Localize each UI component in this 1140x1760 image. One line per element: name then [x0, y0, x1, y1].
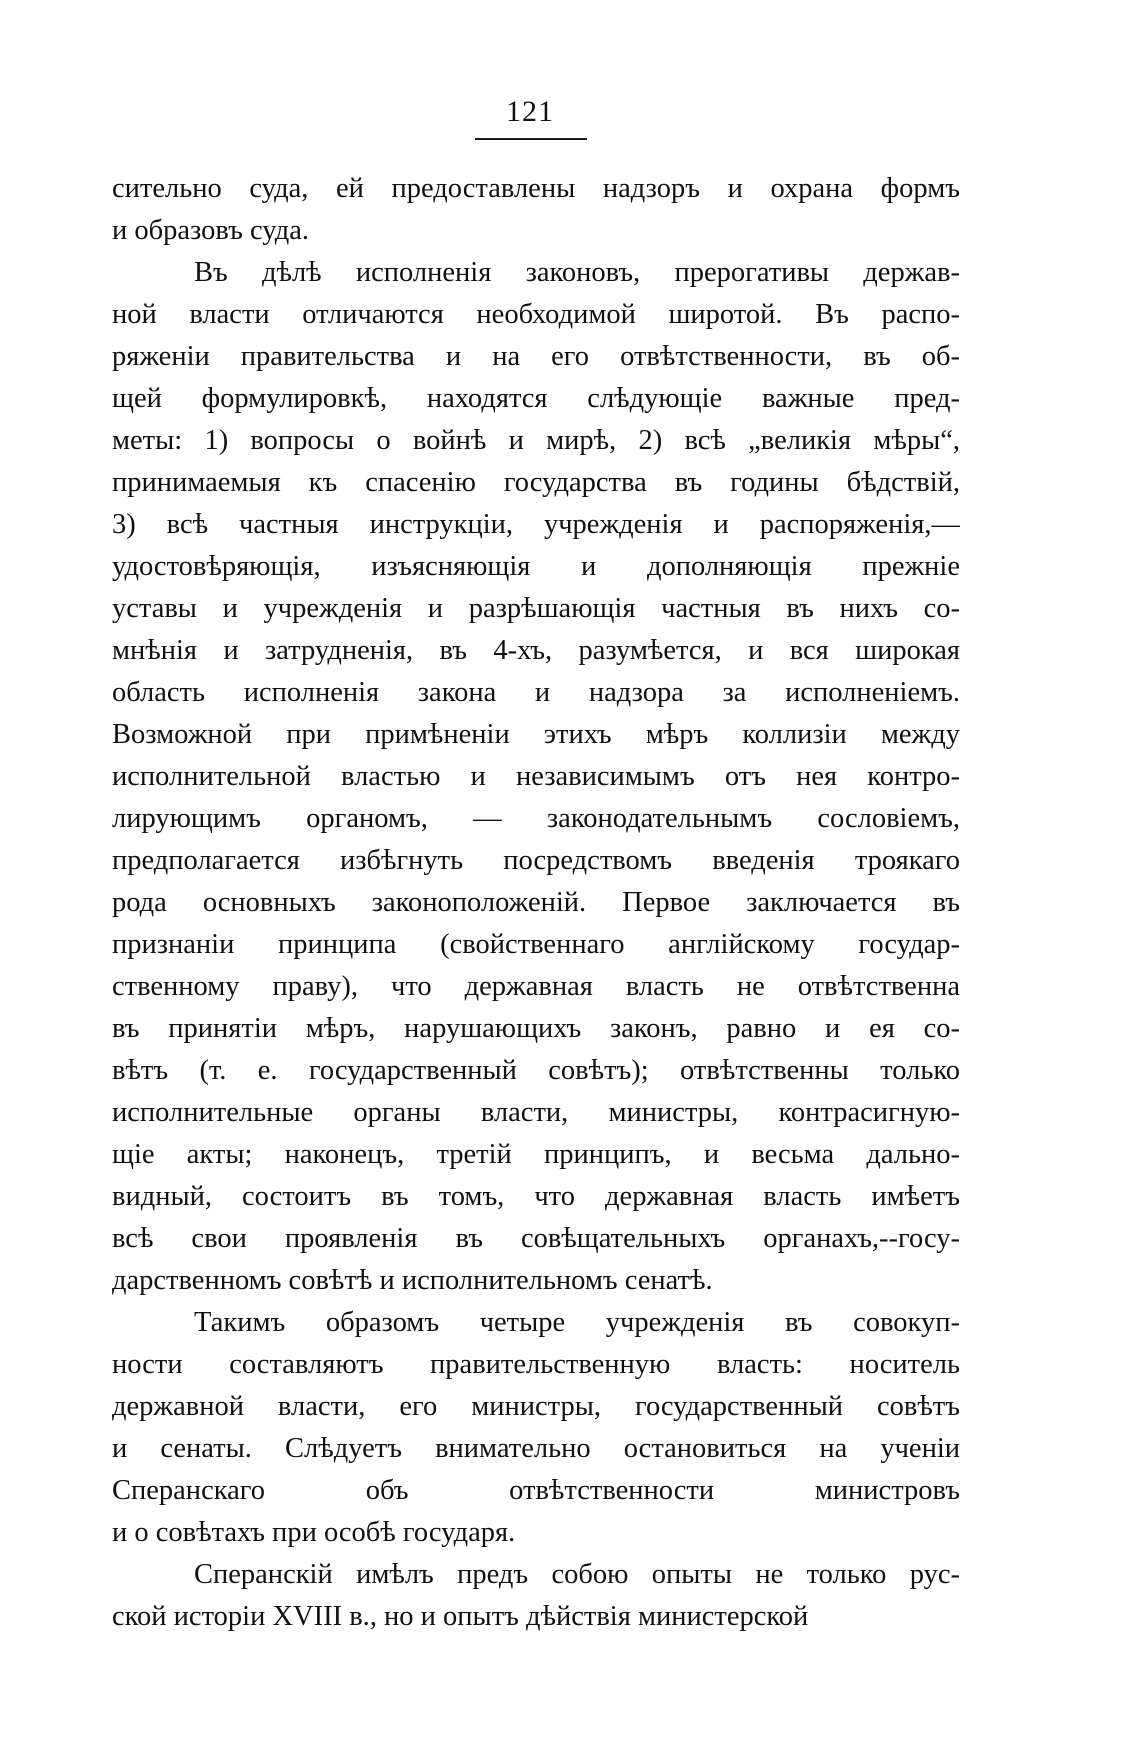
text-line: принимаемыя къ спасенію государства въ годины бѣдствій, — [112, 467, 960, 498]
text-line: предполагается избѣгнуть посредствомъ введенія троякаго — [112, 845, 960, 876]
text-line: рода основныхъ законоположеній. Первое заключается въ — [112, 887, 960, 918]
text-line: 3) всѣ частныя инструкціи, учрежденія и распоряженія,— — [112, 509, 960, 540]
text-line: ной власти отличаются необходимой широтой. Въ распо- — [112, 299, 960, 330]
text-line: лирующимъ органомъ, — законодательнымъ сословіемъ, — [112, 803, 960, 834]
page-number-rule — [475, 138, 587, 140]
text-line: Сперанскій имѣлъ предъ собою опыты не только рус- — [194, 1559, 960, 1590]
text-line: ской исторіи XVIII в., но и опытъ дѣйствія министерской — [112, 1601, 809, 1632]
text-line: меты: 1) вопросы о войнѣ и мирѣ, 2) всѣ „великія мѣры“, — [112, 425, 960, 456]
text-line: признаніи принципа (свойственнаго англійскому государ- — [112, 929, 960, 960]
text-line: ности составляютъ правительственную власть: носитель — [112, 1349, 960, 1380]
text-line: и сенаты. Слѣдуетъ внимательно остановиться на ученіи — [112, 1433, 960, 1464]
text-line: удостовѣряющія, изъясняющія и дополняющія прежніе — [112, 551, 960, 582]
text-line: дарственномъ совѣтѣ и исполнительномъ сенатѣ. — [112, 1265, 713, 1296]
text-line: Возможной при примѣненіи этихъ мѣръ коллизіи между — [112, 719, 960, 750]
text-line: Такимъ образомъ четыре учрежденія въ совокуп- — [194, 1307, 960, 1338]
text-line: ряженіи правительства и на его отвѣтственности, въ об- — [112, 341, 960, 372]
text-line: Сперанскаго объ отвѣтственности министровъ — [112, 1475, 960, 1506]
text-line: исполнительной властью и независимымъ отъ нея контро- — [112, 761, 960, 792]
paragraph — [112, 1554, 960, 1638]
text-line: и о совѣтахъ при особѣ государя. — [112, 1517, 516, 1548]
text-line: сительно суда, ей предоставлены надзоръ и охрана формъ — [112, 173, 960, 204]
text-line: и образовъ суда. — [112, 215, 309, 246]
text-line: щей формулировкѣ, находятся слѣдующіе важные пред- — [112, 383, 960, 414]
paragraph — [112, 168, 960, 252]
page-number: 121 — [506, 95, 554, 128]
paragraph — [112, 252, 960, 1302]
text-line: въ принятіи мѣръ, нарушающихъ законъ, равно и ея со- — [112, 1013, 960, 1044]
text-line: уставы и учрежденія и разрѣшающія частныя въ нихъ со- — [112, 593, 960, 624]
paragraph — [112, 1302, 960, 1554]
body-text — [112, 168, 960, 1638]
text-line: державной власти, его министры, государственный совѣтъ — [112, 1391, 960, 1422]
text-line: щіе акты; наконецъ, третій принципъ, и весьма дально- — [112, 1139, 960, 1170]
text-line: ственному праву), что державная власть не отвѣтственна — [112, 971, 960, 1002]
text-line: Въ дѣлѣ исполненія законовъ, прерогативы держав- — [194, 257, 960, 288]
text-line: область исполненія закона и надзора за исполненіемъ. — [112, 677, 960, 708]
text-line: видный, состоитъ въ томъ, что державная власть имѣетъ — [112, 1181, 960, 1212]
text-line: вѣтъ (т. е. государственный совѣтъ); отвѣтственны только — [112, 1055, 960, 1086]
text-line: исполнительные органы власти, министры, контрасигную- — [112, 1097, 960, 1128]
text-line: мнѣнія и затрудненія, въ 4-хъ, разумѣется, и вся широкая — [112, 635, 960, 666]
text-line: всѣ свои проявленія въ совѣщательныхъ органахъ,--госу- — [112, 1223, 960, 1254]
